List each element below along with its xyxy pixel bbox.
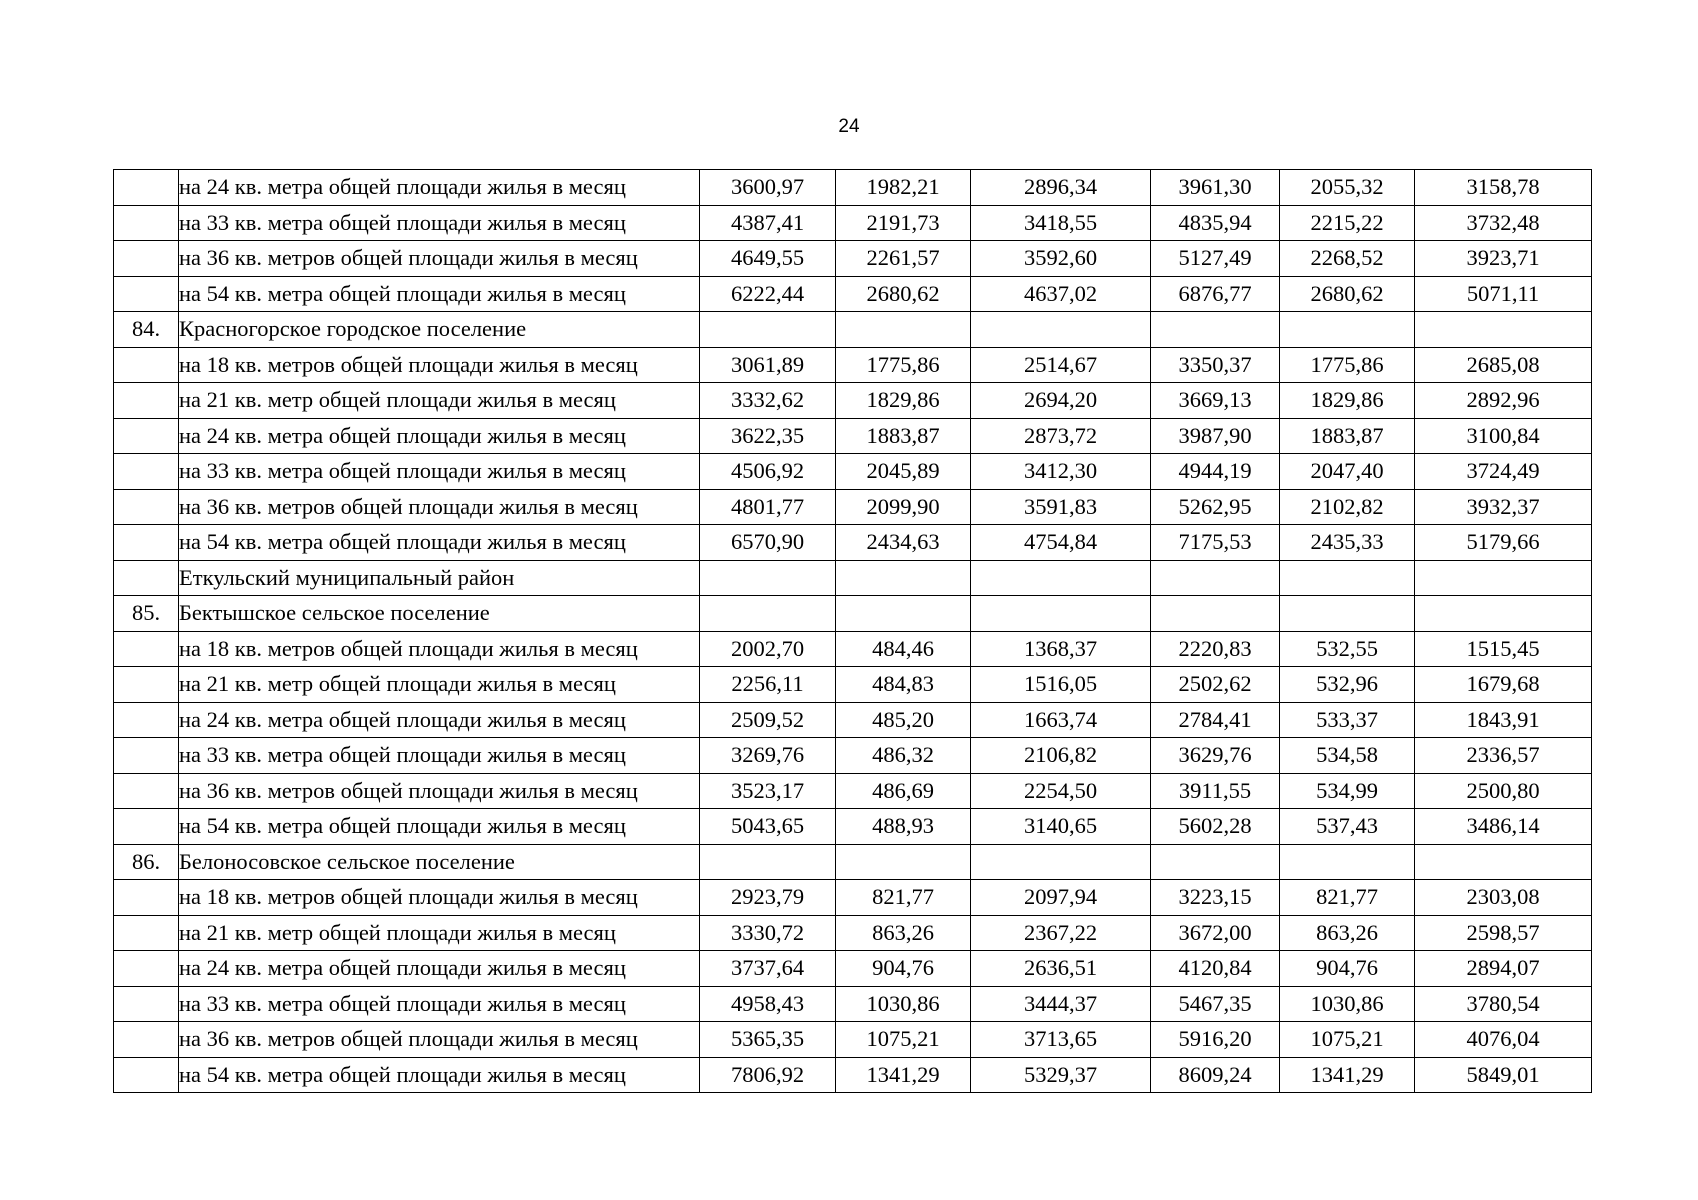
- table-row: [114, 915, 1592, 951]
- row-number-cell: [114, 1022, 179, 1058]
- row-number-cell: [114, 667, 179, 703]
- row-name-cell: на 33 кв. метра общей площади жилья в месяц: [179, 454, 700, 490]
- row-number-cell: [114, 773, 179, 809]
- row-number-cell: [114, 489, 179, 525]
- value-cell-1: [700, 312, 836, 348]
- value-cell-4: 4944,19: [1151, 454, 1280, 490]
- row-name-cell: на 36 кв. метров общей площади жилья в месяц: [179, 773, 700, 809]
- value-cell-5: 532,96: [1280, 667, 1415, 703]
- table-row: [114, 809, 1592, 845]
- row-name-cell: Бектышское сельское поселение: [179, 596, 700, 632]
- table-row: [114, 312, 1592, 348]
- value-cell-4: [1151, 560, 1280, 596]
- value-cell-5: 1883,87: [1280, 418, 1415, 454]
- value-cell-3: 2873,72: [971, 418, 1151, 454]
- row-name-cell: на 21 кв. метр общей площади жилья в месяц: [179, 383, 700, 419]
- row-number-cell: [114, 383, 179, 419]
- row-name-cell: на 24 кв. метра общей площади жилья в месяц: [179, 702, 700, 738]
- value-cell-1: 3600,97: [700, 170, 836, 206]
- value-cell-3: 3592,60: [971, 241, 1151, 277]
- value-cell-6: 5849,01: [1415, 1057, 1592, 1093]
- value-cell-6: 3100,84: [1415, 418, 1592, 454]
- row-name-cell: на 54 кв. метра общей площади жилья в месяц: [179, 276, 700, 312]
- value-cell-2: 488,93: [836, 809, 971, 845]
- value-cell-3: 3412,30: [971, 454, 1151, 490]
- value-cell-2: 1075,21: [836, 1022, 971, 1058]
- value-cell-5: [1280, 560, 1415, 596]
- value-cell-1: [700, 596, 836, 632]
- table-row: [114, 986, 1592, 1022]
- value-cell-2: 1829,86: [836, 383, 971, 419]
- value-cell-2: 486,32: [836, 738, 971, 774]
- table-row: [114, 738, 1592, 774]
- value-cell-2: 2045,89: [836, 454, 971, 490]
- row-number-cell: [114, 951, 179, 987]
- value-cell-6: 3158,78: [1415, 170, 1592, 206]
- row-number-cell: [114, 205, 179, 241]
- value-cell-6: [1415, 312, 1592, 348]
- row-name-cell: на 36 кв. метров общей площади жилья в месяц: [179, 489, 700, 525]
- value-cell-1: 2256,11: [700, 667, 836, 703]
- row-number-cell: 85.: [114, 596, 179, 632]
- value-cell-2: 1982,21: [836, 170, 971, 206]
- value-cell-6: 2598,57: [1415, 915, 1592, 951]
- value-cell-2: 2261,57: [836, 241, 971, 277]
- value-cell-1: 4387,41: [700, 205, 836, 241]
- value-cell-1: 4958,43: [700, 986, 836, 1022]
- value-cell-1: 3061,89: [700, 347, 836, 383]
- value-cell-1: 5043,65: [700, 809, 836, 845]
- value-cell-5: 534,99: [1280, 773, 1415, 809]
- value-cell-3: 4637,02: [971, 276, 1151, 312]
- value-cell-3: 2636,51: [971, 951, 1151, 987]
- value-cell-6: 3732,48: [1415, 205, 1592, 241]
- value-cell-5: 1829,86: [1280, 383, 1415, 419]
- value-cell-2: 821,77: [836, 880, 971, 916]
- table-row: [114, 631, 1592, 667]
- value-cell-4: [1151, 312, 1280, 348]
- value-cell-4: 5262,95: [1151, 489, 1280, 525]
- row-name-cell: на 36 кв. метров общей площади жилья в месяц: [179, 1022, 700, 1058]
- value-cell-6: 2685,08: [1415, 347, 1592, 383]
- value-cell-5: [1280, 596, 1415, 632]
- table-row: [114, 1057, 1592, 1093]
- value-cell-6: 5071,11: [1415, 276, 1592, 312]
- value-cell-6: 5179,66: [1415, 525, 1592, 561]
- value-cell-3: [971, 844, 1151, 880]
- value-cell-6: 3724,49: [1415, 454, 1592, 490]
- value-cell-2: 486,69: [836, 773, 971, 809]
- value-cell-3: 2367,22: [971, 915, 1151, 951]
- row-number-cell: [114, 276, 179, 312]
- value-cell-6: 2303,08: [1415, 880, 1592, 916]
- value-cell-4: 6876,77: [1151, 276, 1280, 312]
- value-cell-2: 1775,86: [836, 347, 971, 383]
- table-row: [114, 383, 1592, 419]
- value-cell-3: 1368,37: [971, 631, 1151, 667]
- value-cell-2: 863,26: [836, 915, 971, 951]
- row-number-cell: [114, 1057, 179, 1093]
- value-cell-6: [1415, 844, 1592, 880]
- row-number-cell: [114, 986, 179, 1022]
- table-body: [114, 170, 1592, 1093]
- value-cell-4: 5127,49: [1151, 241, 1280, 277]
- value-cell-6: 2892,96: [1415, 383, 1592, 419]
- row-name-cell: на 24 кв. метра общей площади жилья в месяц: [179, 951, 700, 987]
- row-number-cell: [114, 809, 179, 845]
- value-cell-1: 5365,35: [700, 1022, 836, 1058]
- table-row: [114, 702, 1592, 738]
- value-cell-4: 3672,00: [1151, 915, 1280, 951]
- value-cell-1: 3737,64: [700, 951, 836, 987]
- table-row: [114, 454, 1592, 490]
- value-cell-2: 484,83: [836, 667, 971, 703]
- value-cell-5: 534,58: [1280, 738, 1415, 774]
- value-cell-6: [1415, 560, 1592, 596]
- row-number-cell: [114, 525, 179, 561]
- value-cell-6: 3932,37: [1415, 489, 1592, 525]
- value-cell-6: 3486,14: [1415, 809, 1592, 845]
- value-cell-5: 2435,33: [1280, 525, 1415, 561]
- value-cell-4: 2784,41: [1151, 702, 1280, 738]
- value-cell-3: 3713,65: [971, 1022, 1151, 1058]
- value-cell-3: 3418,55: [971, 205, 1151, 241]
- table-row: [114, 951, 1592, 987]
- value-cell-3: 3140,65: [971, 809, 1151, 845]
- row-name-cell: Красногорское городское поселение: [179, 312, 700, 348]
- value-cell-5: 2055,32: [1280, 170, 1415, 206]
- table-row: [114, 880, 1592, 916]
- value-cell-4: [1151, 844, 1280, 880]
- value-cell-4: 3987,90: [1151, 418, 1280, 454]
- row-name-cell: на 54 кв. метра общей площади жилья в месяц: [179, 525, 700, 561]
- value-cell-5: 533,37: [1280, 702, 1415, 738]
- page-number: 24: [838, 116, 860, 137]
- row-name-cell: на 21 кв. метр общей площади жилья в месяц: [179, 667, 700, 703]
- value-cell-3: 1663,74: [971, 702, 1151, 738]
- value-cell-4: 3911,55: [1151, 773, 1280, 809]
- row-name-cell: на 54 кв. метра общей площади жилья в месяц: [179, 809, 700, 845]
- value-cell-2: 1341,29: [836, 1057, 971, 1093]
- value-cell-4: 3961,30: [1151, 170, 1280, 206]
- row-name-cell: на 33 кв. метра общей площади жилья в месяц: [179, 205, 700, 241]
- row-name-cell: на 33 кв. метра общей площади жилья в месяц: [179, 738, 700, 774]
- value-cell-3: 4754,84: [971, 525, 1151, 561]
- value-cell-5: 821,77: [1280, 880, 1415, 916]
- value-cell-4: 2220,83: [1151, 631, 1280, 667]
- value-cell-5: 2047,40: [1280, 454, 1415, 490]
- row-name-cell: на 18 кв. метров общей площади жилья в месяц: [179, 631, 700, 667]
- table-row: [114, 1022, 1592, 1058]
- value-cell-1: 2923,79: [700, 880, 836, 916]
- value-cell-6: 3923,71: [1415, 241, 1592, 277]
- table-row: [114, 844, 1592, 880]
- value-cell-5: 2215,22: [1280, 205, 1415, 241]
- value-cell-2: 2191,73: [836, 205, 971, 241]
- table-row: [114, 489, 1592, 525]
- table-row: [114, 205, 1592, 241]
- value-cell-3: 5329,37: [971, 1057, 1151, 1093]
- value-cell-5: 2102,82: [1280, 489, 1415, 525]
- row-name-cell: на 18 кв. метров общей площади жилья в месяц: [179, 347, 700, 383]
- value-cell-4: 5602,28: [1151, 809, 1280, 845]
- value-cell-5: 2680,62: [1280, 276, 1415, 312]
- value-cell-3: 1516,05: [971, 667, 1151, 703]
- row-name-cell: на 36 кв. метров общей площади жилья в месяц: [179, 241, 700, 277]
- value-cell-5: 532,55: [1280, 631, 1415, 667]
- table-row: [114, 418, 1592, 454]
- value-cell-6: 1679,68: [1415, 667, 1592, 703]
- value-cell-5: 1075,21: [1280, 1022, 1415, 1058]
- row-name-cell: на 24 кв. метра общей площади жилья в месяц: [179, 418, 700, 454]
- table-row: [114, 241, 1592, 277]
- value-cell-6: 2894,07: [1415, 951, 1592, 987]
- value-cell-5: [1280, 844, 1415, 880]
- row-number-cell: [114, 880, 179, 916]
- value-cell-6: 3780,54: [1415, 986, 1592, 1022]
- value-cell-3: 2514,67: [971, 347, 1151, 383]
- row-name-cell: Белоносовское сельское поселение: [179, 844, 700, 880]
- value-cell-4: 3350,37: [1151, 347, 1280, 383]
- row-number-cell: [114, 418, 179, 454]
- value-cell-1: 7806,92: [700, 1057, 836, 1093]
- row-name-cell: на 21 кв. метр общей площади жилья в месяц: [179, 915, 700, 951]
- value-cell-3: [971, 312, 1151, 348]
- value-cell-5: 904,76: [1280, 951, 1415, 987]
- value-cell-5: 1341,29: [1280, 1057, 1415, 1093]
- value-cell-6: 1515,45: [1415, 631, 1592, 667]
- value-cell-1: 2002,70: [700, 631, 836, 667]
- value-cell-1: 4801,77: [700, 489, 836, 525]
- value-cell-5: [1280, 312, 1415, 348]
- value-cell-2: [836, 596, 971, 632]
- value-cell-4: 3669,13: [1151, 383, 1280, 419]
- value-cell-3: 2106,82: [971, 738, 1151, 774]
- table-row: [114, 347, 1592, 383]
- value-cell-4: 7175,53: [1151, 525, 1280, 561]
- row-number-cell: [114, 738, 179, 774]
- value-cell-5: 537,43: [1280, 809, 1415, 845]
- value-cell-3: 2896,34: [971, 170, 1151, 206]
- value-cell-4: 4120,84: [1151, 951, 1280, 987]
- value-cell-4: 3629,76: [1151, 738, 1280, 774]
- value-cell-2: 2434,63: [836, 525, 971, 561]
- table-row: [114, 560, 1592, 596]
- table-row: [114, 596, 1592, 632]
- row-name-cell: на 33 кв. метра общей площади жилья в месяц: [179, 986, 700, 1022]
- value-cell-1: 4649,55: [700, 241, 836, 277]
- row-number-cell: [114, 347, 179, 383]
- value-cell-4: 5467,35: [1151, 986, 1280, 1022]
- value-cell-5: 863,26: [1280, 915, 1415, 951]
- value-cell-2: [836, 844, 971, 880]
- value-cell-6: 1843,91: [1415, 702, 1592, 738]
- value-cell-3: 2694,20: [971, 383, 1151, 419]
- value-cell-1: 3330,72: [700, 915, 836, 951]
- row-number-cell: [114, 915, 179, 951]
- value-cell-6: [1415, 596, 1592, 632]
- row-number-cell: [114, 454, 179, 490]
- value-cell-1: [700, 560, 836, 596]
- value-cell-2: [836, 312, 971, 348]
- value-cell-1: 2509,52: [700, 702, 836, 738]
- value-cell-2: 904,76: [836, 951, 971, 987]
- row-number-cell: [114, 631, 179, 667]
- value-cell-4: [1151, 596, 1280, 632]
- row-number-cell: 86.: [114, 844, 179, 880]
- value-cell-4: 3223,15: [1151, 880, 1280, 916]
- value-cell-6: 2336,57: [1415, 738, 1592, 774]
- value-cell-1: [700, 844, 836, 880]
- value-cell-3: 2254,50: [971, 773, 1151, 809]
- value-cell-5: 2268,52: [1280, 241, 1415, 277]
- value-cell-1: 6570,90: [700, 525, 836, 561]
- row-name-cell: на 24 кв. метра общей площади жилья в месяц: [179, 170, 700, 206]
- table-row: [114, 170, 1592, 206]
- value-cell-1: 3523,17: [700, 773, 836, 809]
- value-cell-3: [971, 560, 1151, 596]
- value-cell-2: 2099,90: [836, 489, 971, 525]
- value-cell-3: 3591,83: [971, 489, 1151, 525]
- value-cell-2: 484,46: [836, 631, 971, 667]
- row-name-cell: на 54 кв. метра общей площади жилья в месяц: [179, 1057, 700, 1093]
- row-name-cell: Еткульский муниципальный район: [179, 560, 700, 596]
- value-cell-5: 1775,86: [1280, 347, 1415, 383]
- row-name-cell: на 18 кв. метров общей площади жилья в месяц: [179, 880, 700, 916]
- value-cell-2: 2680,62: [836, 276, 971, 312]
- value-cell-3: 3444,37: [971, 986, 1151, 1022]
- value-cell-1: 3622,35: [700, 418, 836, 454]
- value-cell-4: 5916,20: [1151, 1022, 1280, 1058]
- value-cell-2: [836, 560, 971, 596]
- value-cell-6: 4076,04: [1415, 1022, 1592, 1058]
- table-row: [114, 773, 1592, 809]
- value-cell-3: [971, 596, 1151, 632]
- value-cell-1: 6222,44: [700, 276, 836, 312]
- row-number-cell: [114, 241, 179, 277]
- table-row: [114, 525, 1592, 561]
- row-number-cell: [114, 702, 179, 738]
- value-cell-6: 2500,80: [1415, 773, 1592, 809]
- tariff-table: [113, 169, 1592, 1093]
- value-cell-1: 3332,62: [700, 383, 836, 419]
- value-cell-5: 1030,86: [1280, 986, 1415, 1022]
- table-row: [114, 276, 1592, 312]
- table-row: [114, 667, 1592, 703]
- value-cell-4: 8609,24: [1151, 1057, 1280, 1093]
- value-cell-2: 1883,87: [836, 418, 971, 454]
- value-cell-3: 2097,94: [971, 880, 1151, 916]
- value-cell-1: 4506,92: [700, 454, 836, 490]
- value-cell-2: 1030,86: [836, 986, 971, 1022]
- value-cell-2: 485,20: [836, 702, 971, 738]
- row-number-cell: 84.: [114, 312, 179, 348]
- value-cell-4: 4835,94: [1151, 205, 1280, 241]
- row-number-cell: [114, 170, 179, 206]
- value-cell-1: 3269,76: [700, 738, 836, 774]
- value-cell-4: 2502,62: [1151, 667, 1280, 703]
- row-number-cell: [114, 560, 179, 596]
